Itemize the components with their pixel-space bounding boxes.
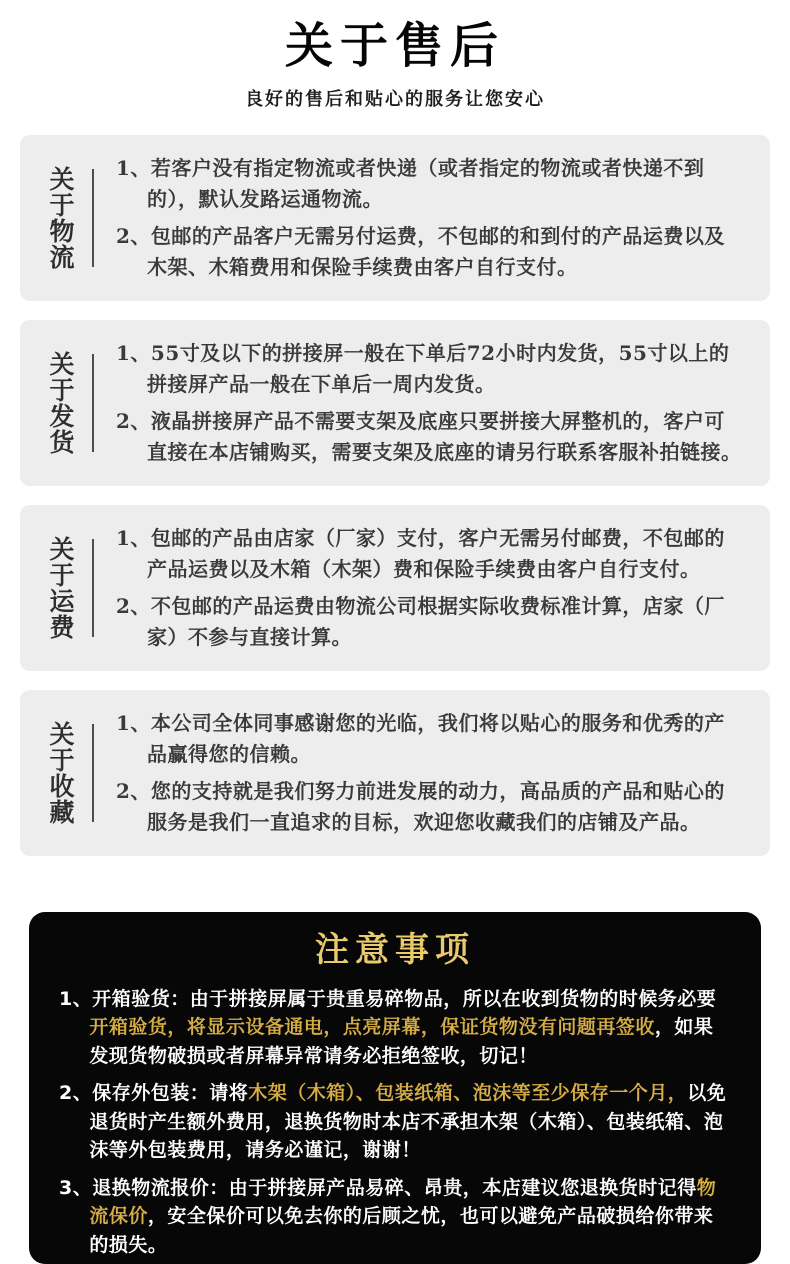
notice-item-unbox-inspection [59,985,731,1071]
section-item: 2、不包邮的产品运费由物流公司根据实际收费标准计算，店家（厂家）不参与直接计算。 [116,594,725,649]
page-title: 关于售后 [284,18,505,74]
notice-item-return-shipping-insurance [59,1174,731,1260]
section-card-favorite [20,690,770,856]
section-label-shipping: 关于发货 [46,351,75,455]
section-items-shipping [94,332,770,474]
notice-title: 注意事项 [315,930,475,970]
section-item: 1、包邮的产品由店家（厂家）支付，客户无需另付邮费，不包邮的产品运费以及木箱（木架）费和保险手续费由客户自行支付。 [116,526,725,581]
section-item: 2、您的支持就是我们努力前进发展的动力，高品质的产品和贴心的服务是我们一直追求的目标，欢迎您收藏我们的店铺及产品。 [116,779,725,834]
section-card-logistics [20,135,770,301]
notice-text: 2、保存外包装：请将 [59,1082,249,1105]
section-items-freight [94,517,770,659]
section-card-shipping [20,320,770,486]
notice-item-keep-packaging [59,1079,731,1165]
section-label-logistics: 关于物流 [46,166,75,270]
section-card-freight [20,505,770,671]
section-item: 1、本公司全体同事感谢您的光临，我们将以贴心的服务和优秀的产品赢得您的信赖。 [116,711,725,766]
notice-panel [29,912,761,1264]
highlight-text: 开箱验货，将显示设备通电，点亮屏幕，保证货物没有问题再签收 [89,1016,655,1039]
notice-text: ，安全保价可以免去你的后顾之忧，也可以避免产品破损给你带来的损失。 [89,1205,714,1256]
highlight-text: 木架（木箱）、包装纸箱、泡沫等至少保存一个月， [248,1082,688,1105]
notice-text: 3、退换物流报价：由于拼接屏产品易碎、昂贵，本店建议您退换货时记得 [59,1176,697,1199]
section-item: 2、液晶拼接屏产品不需要支架及底座只要拼接大屏整机的，客户可直接在本店铺购买，需要支架及底座的请另行联系客服补拍链接。 [116,409,742,464]
notice-text: 以免退货时产生额外费用，退换货物时本店不承担木架（木箱）、包装纸箱、泡沫等外包装费用，请务必谨记，谢谢！ [89,1082,727,1162]
section-label-favorite: 关于收藏 [46,721,75,825]
section-item: 2、包邮的产品客户无需另付运费，不包邮的和到付的产品运费以及木架、木箱费用和保险手续费由客户自行支付。 [116,224,725,279]
notice-text: ，如果发现货物破损或者屏幕异常请务必拒绝签收，切记！ [89,1016,714,1067]
notice-text: 1、开箱验货：由于拼接屏属于贵重易碎物品，所以在收到货物的时候务必要 [59,987,717,1010]
section-label-freight: 关于运费 [46,536,75,640]
page-header [0,0,790,135]
page-subtitle: 良好的售后和贴心的服务让您安心 [245,88,545,110]
section-items-favorite [94,702,770,844]
section-item: 1、55寸及以下的拼接屏一般在下单后72小时内发货，55寸以上的拼接屏产品一般在下单后一周内发货。 [116,341,730,396]
section-items-logistics [94,147,770,289]
section-item: 1、若客户没有指定物流或者快递（或者指定的物流或者快递不到的），默认发路运通物流。 [116,156,705,211]
highlight-text: 物流保价 [89,1176,717,1228]
